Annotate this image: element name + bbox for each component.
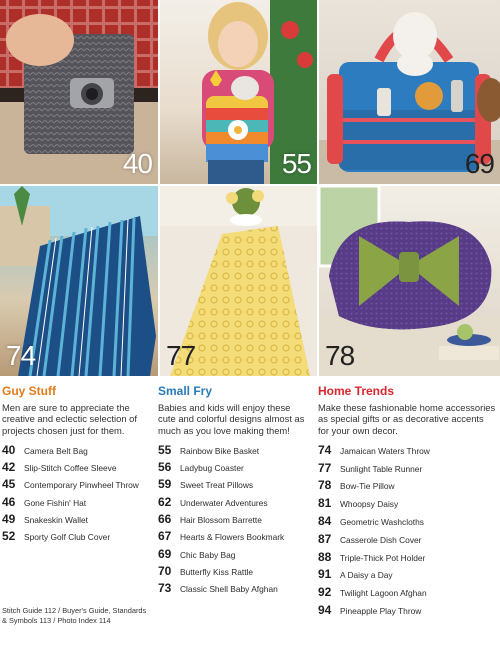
list-item[interactable] [158,477,310,494]
page-number: 69 [158,546,172,561]
page-number: 66 [158,512,172,527]
list-item[interactable] [318,443,496,461]
project-name: Jamaican Waters Throw [340,445,430,456]
page-number: 74 [318,442,332,457]
project-name: Bow-Tie Pillow [340,481,395,492]
list-item[interactable] [318,514,496,532]
photo-rainbow-bike-basket[interactable] [160,0,317,184]
project-name: Hair Blossom Barrette [180,515,262,526]
list-item[interactable] [318,532,496,550]
list-item[interactable] [318,567,496,585]
project-name: Contemporary Pinwheel Throw [24,480,139,491]
page-number: 56 [158,460,172,475]
list-item[interactable] [2,495,152,512]
photo-bow-tie-pillow[interactable] [319,186,500,376]
page-number: 81 [318,496,332,511]
page-number: 52 [2,529,16,544]
page-number: 55 [158,442,172,457]
project-name: Pineapple Play Throw [340,606,422,617]
section-intro: Men are sure to appreciate the creative and eclectic selection of projects chosen just for them. [2,402,137,436]
page-number: 77 [318,460,332,475]
list-item[interactable] [318,478,496,496]
project-name: Geometric Washcloths [340,517,424,528]
page-number: 94 [318,603,332,618]
project-name: Whoopsy Daisy [340,499,399,510]
list-item[interactable] [158,512,310,529]
photo-page-number: 55 [281,148,311,179]
page-number: 40 [2,442,16,457]
section-intro: Make these fashionable home accessories as special gifts or as decorative accents for your own decor. [318,402,496,436]
list-item[interactable] [158,547,310,564]
list-item[interactable] [2,477,152,494]
project-name: Chic Baby Bag [180,549,236,560]
list-item[interactable] [2,460,152,477]
page-number: 84 [318,514,332,529]
project-name: Rainbow Bike Basket [180,445,260,456]
page-number: 42 [2,460,16,475]
list-item[interactable] [158,529,310,546]
page-number: 59 [158,477,172,492]
list-item[interactable] [318,496,496,514]
list-item[interactable] [318,603,496,621]
section-title: Home Trends [318,384,395,398]
photo-sunlight-table-runner[interactable] [160,186,317,376]
list-item[interactable] [318,550,496,568]
page-number: 73 [158,581,172,596]
project-name: Gone Fishin' Hat [24,497,87,508]
project-name: Sporty Golf Club Cover [24,532,111,543]
photo-page-number: 69 [464,148,494,179]
list-item[interactable] [158,495,310,512]
project-name: Triple-Thick Pot Holder [340,552,426,563]
project-name: Sunlight Table Runner [340,463,423,474]
page-number: 62 [158,494,172,509]
section-home-trends [318,384,496,621]
project-name: Snakeskin Wallet [24,515,88,526]
list-item[interactable] [158,581,310,598]
section-title: Guy Stuff [2,384,56,398]
page-number: 49 [2,512,16,527]
list-item[interactable] [158,443,310,460]
project-name: Sweet Treat Pillows [180,480,254,491]
page-number: 67 [158,529,172,544]
footer-index-links [2,606,152,626]
list-item[interactable] [2,512,152,529]
page-number: 92 [318,585,332,600]
project-name: Hearts & Flowers Bookmark [180,532,285,543]
project-name: Camera Belt Bag [24,445,88,456]
list-item[interactable] [158,564,310,581]
list-item[interactable] [158,460,310,477]
project-name: Twilight Lagoon Afghan [340,588,427,599]
project-name: Underwater Adventures [180,497,268,508]
photo-page-number: 40 [122,148,152,179]
photo-page-number: 78 [325,340,355,371]
photo-page-number: 77 [166,340,196,371]
photo-jamaican-waters-throw[interactable] [0,186,158,376]
footer-line[interactable]: Stitch Guide 112 / Buyer's Guide, Standards [2,606,147,615]
section-intro: Babies and kids will enjoy these cute and colorful designs almost as much as you love making them! [158,402,305,436]
page-number: 45 [2,477,16,492]
footer-line[interactable]: & Symbols 113 / Photo Index 114 [2,616,111,625]
list-item[interactable] [318,585,496,603]
page-number: 87 [318,531,332,546]
project-name: Slip-Stitch Coffee Sleeve [24,463,117,474]
project-name: A Daisy a Day [340,570,393,581]
page-number: 91 [318,567,332,582]
section-guy-stuff [2,384,152,547]
project-name: Ladybug Coaster [180,463,244,474]
page-number: 78 [318,478,332,493]
page-number: 70 [158,563,172,578]
project-name: Classic Shell Baby Afghan [180,584,278,595]
section-title: Small Fry [158,384,213,398]
list-item[interactable] [2,529,152,546]
project-name: Butterfly Kiss Rattle [180,566,254,577]
section-small-fry [158,384,310,599]
page-number: 88 [318,549,332,564]
list-item[interactable] [318,461,496,479]
list-item[interactable] [2,443,152,460]
project-name: Casserole Dish Cover [340,534,422,545]
page-number: 46 [2,494,16,509]
photo-page-number: 74 [6,340,36,371]
photo-camera-belt-bag[interactable] [0,0,158,184]
photo-chic-baby-bag[interactable] [319,0,500,184]
